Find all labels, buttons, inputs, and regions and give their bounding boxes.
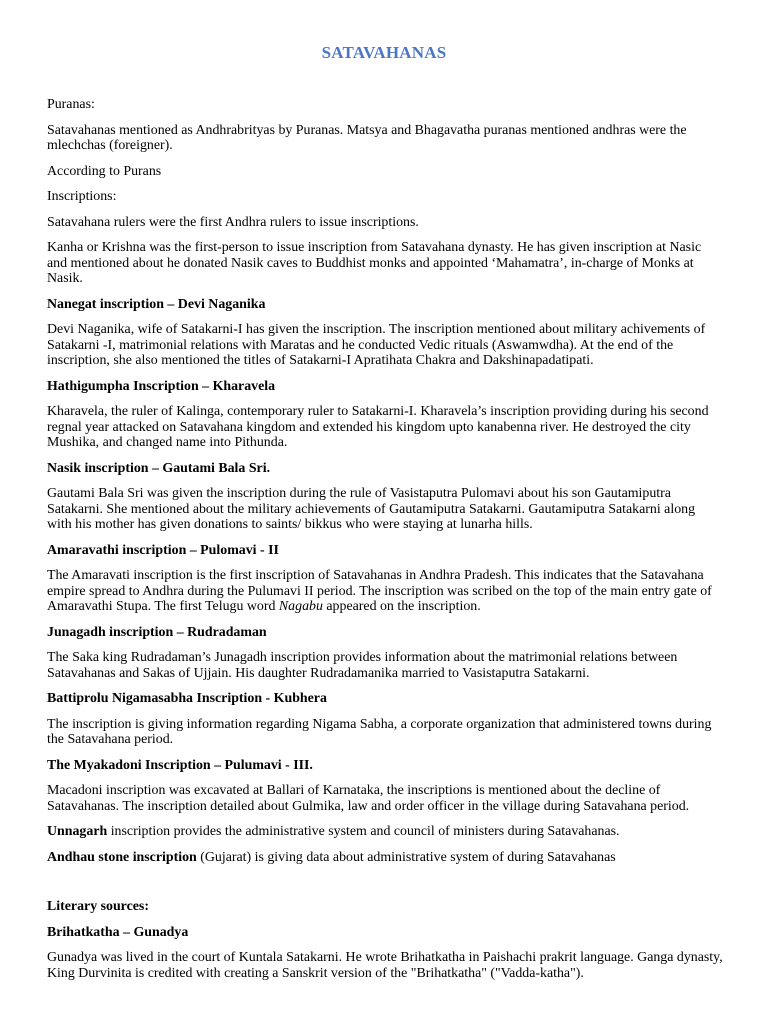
paragraph: Kharavela, the ruler of Kalinga, contemporary ruler to Satakarni-I. Kharavela’s inscription providing during his second regnal year attacked on Satavahana kingdom and extended his kingdom upto kanabenna river. He destroyed the city Mushika, and changed name into Pithunda. bbox=[47, 404, 709, 450]
paragraph bbox=[47, 824, 723, 840]
section-heading: The Myakadoni Inscription – Pulumavi - III. bbox=[47, 757, 313, 773]
paragraph-text: The Amaravati inscription is the first inscription of Satavahanas in Andhra Pradesh. This indicates that the Satavahana empire spread to Andhra during the Pulumavi II period. The inscription was scribed on the top of the main entry gate of Amaravathi Stupa. The first Telugu word bbox=[47, 568, 712, 614]
paragraph bbox=[47, 568, 723, 615]
paragraph: Gautami Bala Sri was given the inscription during the rule of Vasistaputra Pulomavi about his son Gautamiputra Satakarni. She mentioned about the military achievements of Gautamiputra Satakarni. Gautamiputra Satakarni along with his mother has given donations to saints/ bikkus who were staying at lunarha hills. bbox=[47, 486, 696, 532]
paragraph-text: (Gujarat) is giving data about administrative system of during Satavahanas bbox=[196, 849, 616, 865]
paragraph: Kanha or Krishna was the first-person to issue inscription from Satavahana dynasty. He has given inscription at Nasic and mentioned about he donated Nasik caves to Buddhist monks and appointed ‘Mahamatra’, in-charge of Monks at Nasik. bbox=[47, 240, 702, 286]
section-heading: Literary sources: bbox=[47, 899, 149, 914]
paragraph: According to Purans bbox=[47, 163, 162, 179]
document-title: SATAVAHANAS bbox=[321, 43, 447, 62]
bold-term: Andhau stone inscription bbox=[47, 849, 197, 865]
section-heading: Hathigumpha Inscription – Kharavela bbox=[47, 378, 276, 394]
paragraph: Puranas: bbox=[47, 97, 95, 112]
italic-word: Nagabu bbox=[278, 599, 323, 614]
paragraph: Satavahanas mentioned as Andhrabrityas by Puranas. Matsya and Bhagavatha puranas mentioned andhras were the mlechchas (foreigner). bbox=[47, 122, 687, 153]
section-heading: Battiprolu Nigamasabha Inscription - Kubhera bbox=[47, 691, 327, 706]
paragraph: Gunadya was lived in the court of Kuntala Satakarni. He wrote Brihatkatha in Paishachi prakrit language. Ganga dynasty, King Durvinita is credited with creating a Sanskrit version of the "Brihatkatha" ("Vadda-katha"). bbox=[47, 950, 723, 981]
paragraph-text: inscription provides the administrative system and council of ministers during Satavahanas. bbox=[107, 824, 620, 839]
document-body bbox=[47, 97, 723, 991]
paragraph: Inscriptions: bbox=[47, 189, 117, 204]
paragraph: The inscription is giving information regarding Nigama Sabha, a corporate organization that administered towns during the Satavahana period. bbox=[47, 716, 712, 747]
paragraph: Devi Naganika, wife of Satakarni-I has given the inscription. The inscription mentioned about military achivements of Satakarni -I, matrimonial relations with Maratas and he conducted Vedic rituals (Aswamwdha). At the end of the inscription, she also mentioned the titles of Satakarni-I Apratihata Chakra and Dakshinapadatipati. bbox=[47, 322, 706, 368]
paragraph bbox=[47, 850, 723, 866]
paragraph: The Saka king Rudradaman’s Junagadh inscription provides information about the matrimonial relations between Satavahanas and Sakas of Ujjain. His daughter Rudradamanika married to Vasistaputra Satakarni. bbox=[47, 650, 678, 681]
section-heading: Nasik inscription – Gautami Bala Sri. bbox=[47, 460, 271, 476]
section-heading: Brihatkatha – Gunadya bbox=[47, 924, 189, 940]
section-heading: Nanegat inscription – Devi Naganika bbox=[47, 296, 266, 312]
section-heading: Amaravathi inscription – Pulomavi - II bbox=[47, 542, 279, 558]
section-heading: Junagadh inscription – Rudradaman bbox=[47, 624, 267, 640]
paragraph: Satavahana rulers were the first Andhra rulers to issue inscriptions. bbox=[47, 214, 419, 230]
bold-term: Unnagarh bbox=[47, 824, 108, 839]
paragraph-text: appeared on the inscription. bbox=[322, 599, 481, 614]
paragraph: Macadoni inscription was excavated at Ballari of Karnataka, the inscriptions is mentioned about the decline of Satavahanas. The inscription detailed about Gulmika, law and order officer in the village during Satavahana period. bbox=[47, 783, 690, 814]
